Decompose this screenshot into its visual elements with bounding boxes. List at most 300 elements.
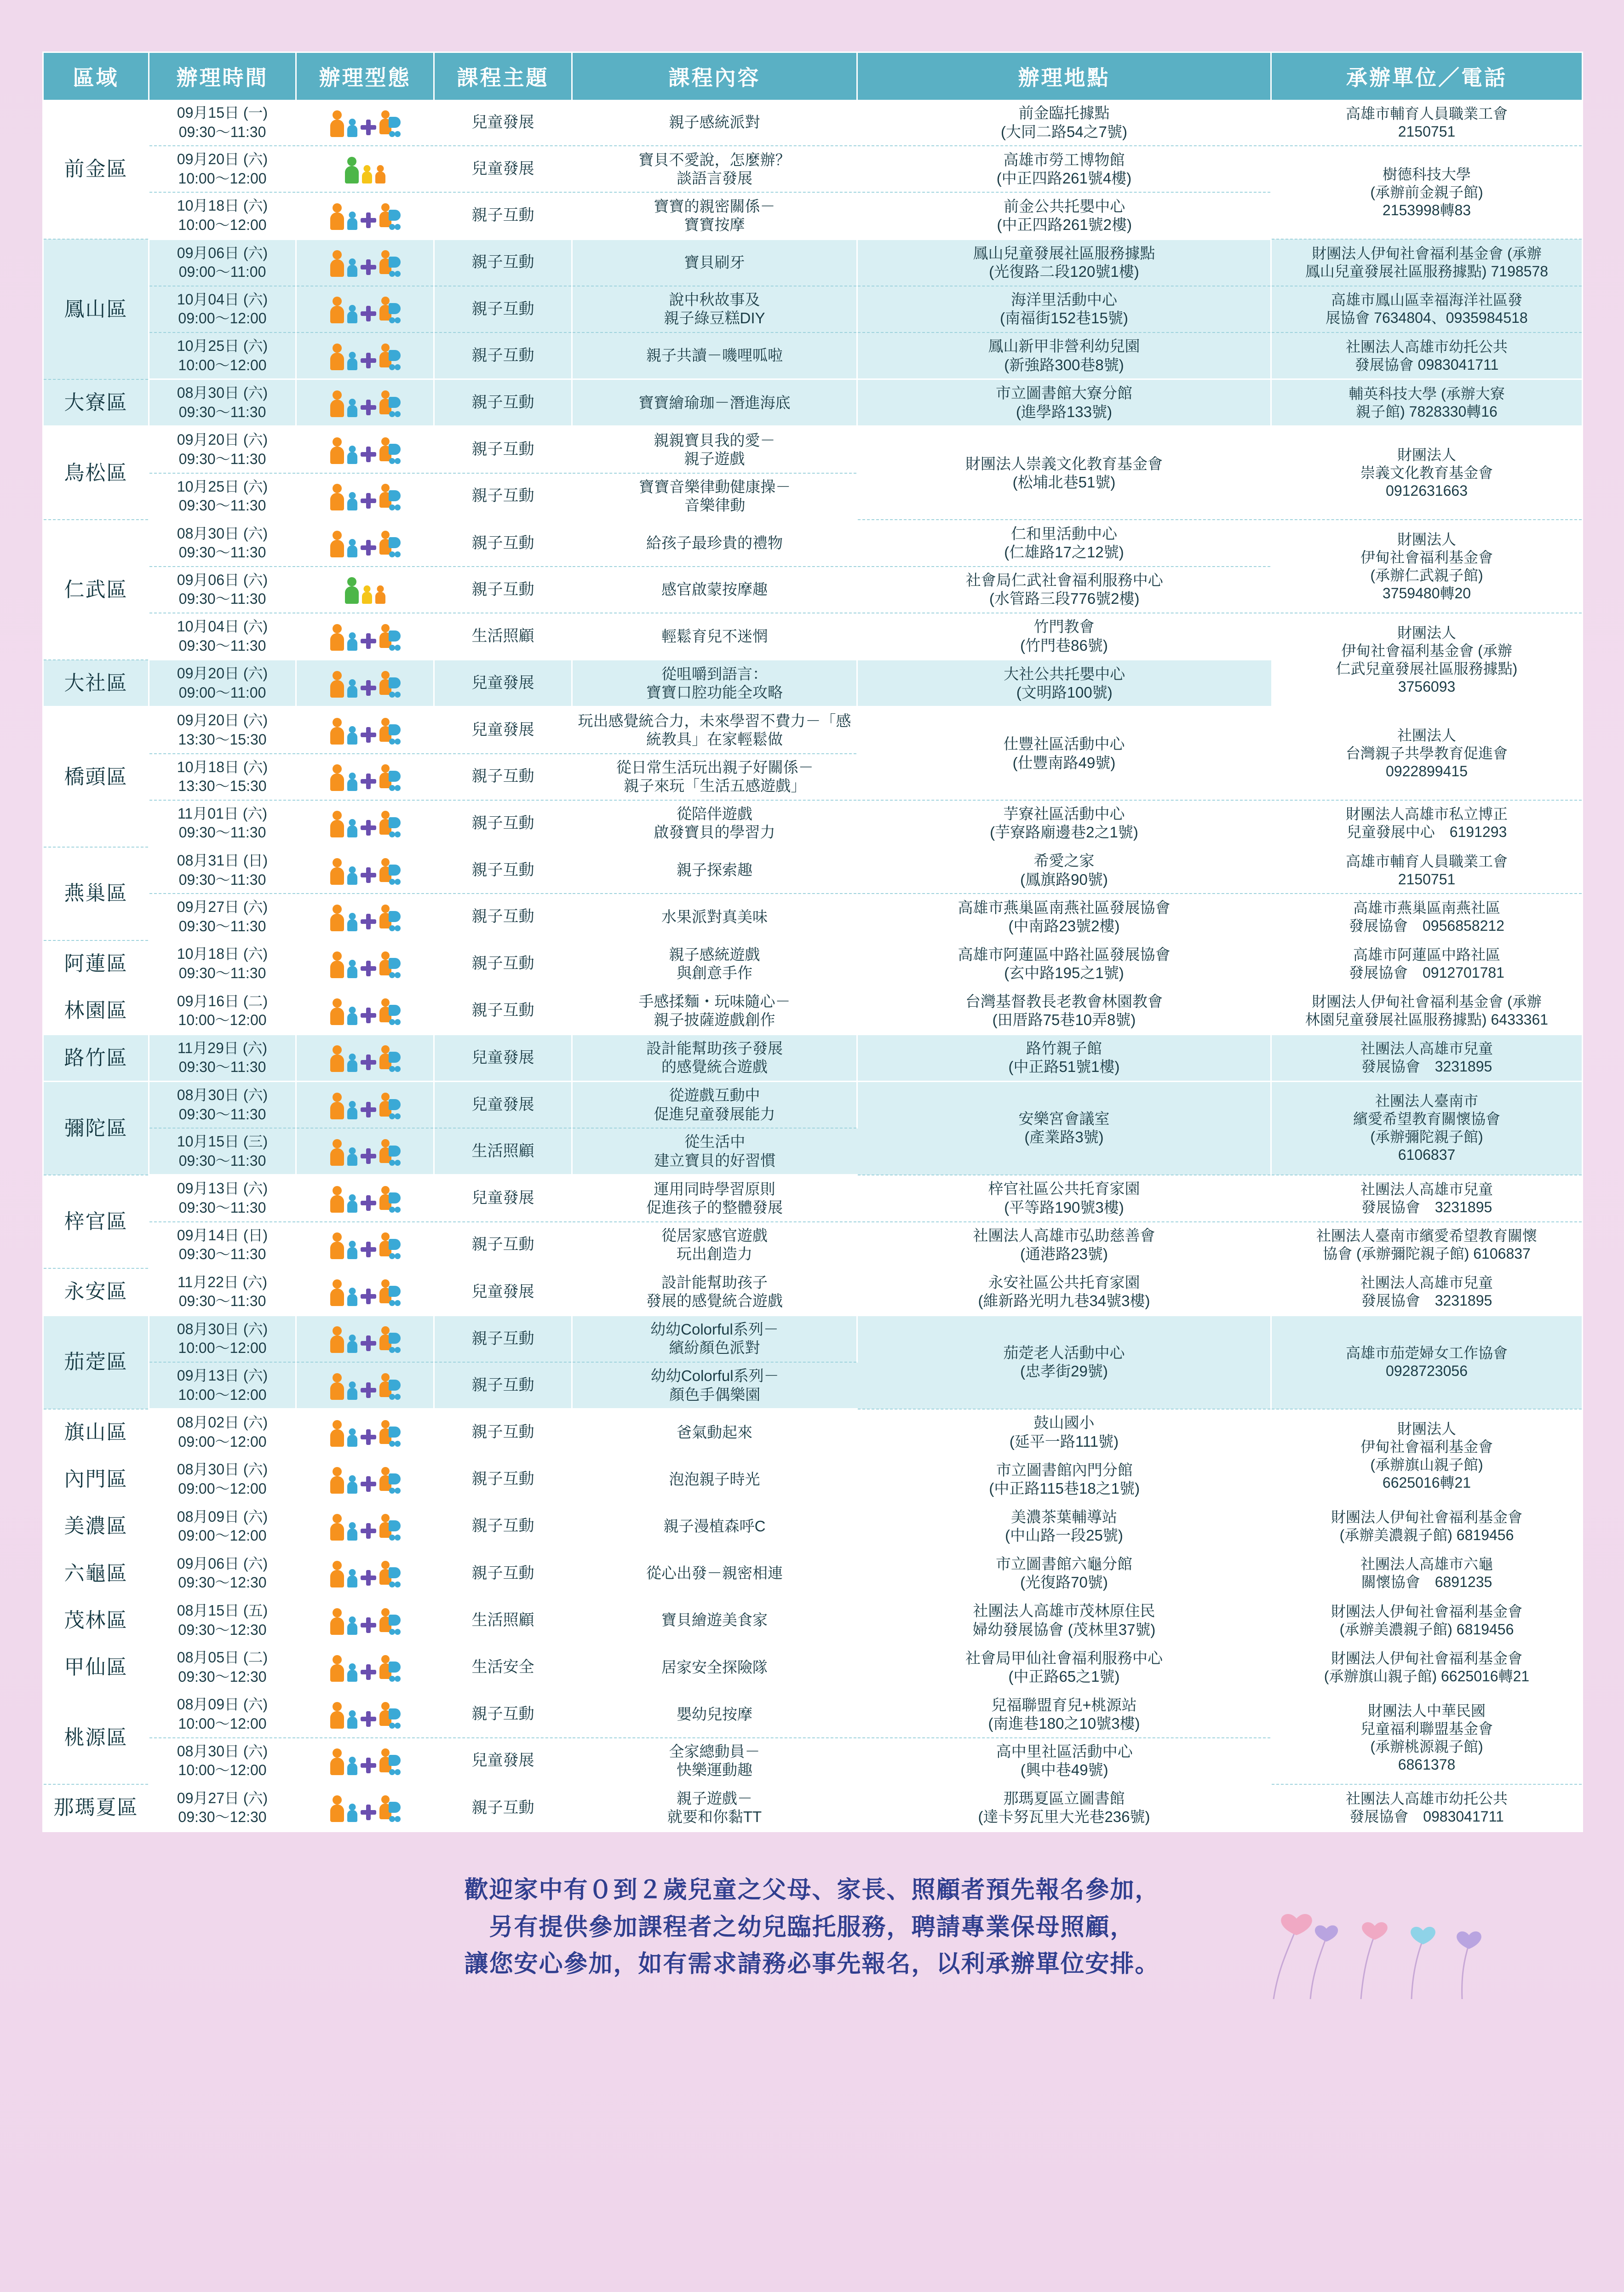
cell-content: 從心出發－親密相連: [572, 1550, 857, 1597]
cell-time: 10月18日 (六) 09:30～11:30: [149, 940, 296, 987]
cell-place: 永安社區公共托育家園 (維新路光明九巷34號3樓): [857, 1268, 1271, 1315]
cell-topic: 親子互動: [434, 520, 572, 567]
medical-cross-icon: [361, 1664, 376, 1680]
cell-content: 寶貝刷牙: [572, 239, 857, 286]
adult-figure-icon: [330, 718, 344, 745]
cell-area: 燕巢區: [43, 847, 149, 940]
cell-time: 09月16日 (二) 10:00～12:00: [149, 987, 296, 1034]
cell-time: 10月15日 (三) 09:30～11:30: [149, 1128, 296, 1175]
cell-topic: 兒童發展: [434, 100, 572, 146]
table-row: [43, 894, 1583, 940]
cell-time: 11月22日 (六) 09:30～11:30: [149, 1268, 296, 1315]
table-row: [43, 332, 1583, 379]
child-figure-icon: [347, 1757, 357, 1775]
cell-time: 10月25日 (六) 09:30～11:30: [149, 473, 296, 520]
stroller-icon: [379, 250, 400, 277]
cell-time: 10月04日 (六) 09:30～11:30: [149, 613, 296, 660]
table-header: [43, 52, 1583, 100]
cell-time: 08月30日 (六) 09:30～11:30: [149, 520, 296, 567]
child-figure-icon: [347, 960, 357, 978]
child-figure-icon: [347, 1522, 357, 1541]
cell-place: 台灣基督教長老教會林園教會 (田厝路75巷10弄8號): [857, 987, 1271, 1034]
cell-content: 從陪伴遊戲 啟發寶貝的學習力: [572, 800, 857, 847]
cell-area: 林園區: [43, 987, 149, 1034]
stroller-icon: [379, 718, 400, 745]
stroller-icon: [379, 905, 400, 931]
stroller-icon: [379, 1467, 400, 1494]
medical-cross-icon: [361, 1289, 376, 1304]
child-figure-icon: [347, 258, 357, 277]
medical-cross-icon: [361, 540, 376, 556]
cell-topic: 親子互動: [434, 1550, 572, 1597]
medical-cross-icon: [361, 1148, 376, 1164]
cell-org: 社團法人 台灣親子共學教育促進會 0922899415: [1271, 707, 1583, 800]
cell-topic: 親子互動: [434, 473, 572, 520]
table-row: [43, 1691, 1583, 1738]
cell-type-icons: [296, 894, 434, 940]
cell-org: 財團法人 崇義文化教育基金會 0912631663: [1271, 426, 1583, 520]
child-figure-icon: [347, 1288, 357, 1306]
cell-content: 寶貝繪遊美食家: [572, 1597, 857, 1644]
cell-type-icons: [296, 1362, 434, 1409]
cell-area: 內門區: [43, 1456, 149, 1503]
stroller-icon: [379, 297, 400, 323]
medical-cross-icon: [361, 1758, 376, 1773]
cell-org: 社團法人高雄市兒童 發展協會 3231895: [1271, 1175, 1583, 1222]
cell-place: 前金臨托據點 (大同二路54之7號): [857, 100, 1271, 146]
stroller-icon: [379, 531, 400, 557]
adult-figure-icon: [330, 1373, 344, 1400]
cell-topic: 親子互動: [434, 1362, 572, 1409]
cell-org: 社團法人臺南市繽愛希望教育關懷 協會 (承辦彌陀親子館) 6106837: [1271, 1222, 1583, 1269]
child-figure-icon: [347, 726, 357, 745]
cell-place: 市立圖書館大寮分館 (進學路133號): [857, 379, 1271, 426]
stroller-icon: [379, 951, 400, 978]
cell-org: 財團法人 伊甸社會福利基金會 (承辦仁武親子館) 3759480轉20: [1271, 520, 1583, 613]
adult-figure-icon: [330, 1093, 344, 1119]
cell-area: 阿蓮區: [43, 940, 149, 987]
table-row: [43, 800, 1583, 847]
stroller-icon: [379, 764, 400, 791]
cell-topic: 親子互動: [434, 239, 572, 286]
cell-content: 運用同時學習原則 促進孩子的整體發展: [572, 1175, 857, 1222]
adult-figure-icon: [330, 1608, 344, 1635]
stroller-icon: [379, 1608, 400, 1635]
cell-org: 財團法人伊甸社會福利基金會 (承辦美濃親子館) 6819456: [1271, 1503, 1583, 1550]
cell-time: 09月14日 (日) 09:30～11:30: [149, 1222, 296, 1269]
stroller-icon: [379, 858, 400, 885]
cell-topic: 親子互動: [434, 1315, 572, 1362]
cell-type-icons: [296, 286, 434, 332]
stroller-icon: [379, 1093, 400, 1119]
cell-type-icons: [296, 940, 434, 987]
cell-area: 橋頭區: [43, 707, 149, 847]
cell-content: 親親寶貝我的愛－ 親子遊戲: [572, 426, 857, 473]
column-header-5: 辦理地點: [857, 52, 1271, 100]
table-row: [43, 239, 1583, 286]
cell-type-icons: [296, 754, 434, 800]
cell-org: 財團法人 伊甸社會福利基金會 (承辦旗山親子館) 6625016轉21: [1271, 1409, 1583, 1503]
cell-type-icons: [296, 1550, 434, 1597]
child-figure-orange-icon: [375, 585, 385, 604]
adult-figure-icon: [330, 1420, 344, 1447]
cell-org: 高雄市茄萣婦女工作協會 0928723056: [1271, 1315, 1583, 1409]
cell-place: 竹門教會 (竹門巷86號): [857, 613, 1271, 660]
column-header-1: 辦理時間: [149, 52, 296, 100]
medical-cross-icon: [361, 1054, 376, 1070]
cell-content: 從居家感官遊戲 玩出創造力: [572, 1222, 857, 1269]
table-row: [43, 426, 1583, 473]
stroller-icon: [379, 390, 400, 417]
medical-cross-icon: [361, 493, 376, 509]
child-figure-icon: [347, 119, 357, 137]
adult-figure-icon: [330, 858, 344, 885]
footer-line-1: 歡迎家中有０到２歲兒童之父母、家長、照顧者預先報名參加，: [464, 1876, 1160, 1903]
medical-cross-icon: [361, 1523, 376, 1539]
table-body: [43, 100, 1583, 1831]
cell-area: 大寮區: [43, 379, 149, 426]
cell-type-icons: [296, 1268, 434, 1315]
cell-type-icons: [296, 426, 434, 473]
medical-cross-icon: [361, 1476, 376, 1492]
cell-topic: 親子互動: [434, 1503, 572, 1550]
adult-figure-icon: [330, 1467, 344, 1494]
parent-figure-green-icon: [345, 157, 359, 183]
cell-content: 水果派對真美味: [572, 894, 857, 940]
table-row: [43, 1222, 1583, 1269]
cell-content: 感官啟蒙按摩趣: [572, 567, 857, 613]
cell-place: 高雄市阿蓮區中路社區發展協會 (玄中路195之1號): [857, 940, 1271, 987]
cell-type-icons: [296, 192, 434, 239]
medical-cross-icon: [361, 1429, 376, 1445]
cell-content: 親子探索趣: [572, 847, 857, 894]
medical-cross-icon: [361, 212, 376, 228]
stroller-icon: [379, 1702, 400, 1729]
adult-figure-icon: [330, 297, 344, 323]
cell-content: 設計能幫助孩子發展 的感覺統合遊戲: [572, 1034, 857, 1081]
medical-cross-icon: [361, 680, 376, 696]
medical-cross-icon: [361, 820, 376, 836]
cell-content: 寶寶的親密關係－ 寶寶按摩: [572, 192, 857, 239]
cell-topic: 兒童發展: [434, 1175, 572, 1222]
child-figure-icon: [347, 1101, 357, 1119]
child-figure-icon: [347, 1335, 357, 1353]
cell-content: 玩出感覺統合力，未來學習不費力－「感統教具」在家輕鬆做: [572, 707, 857, 754]
column-header-0: 區域: [43, 52, 149, 100]
cell-type-icons: [296, 473, 434, 520]
medical-cross-icon: [361, 1102, 376, 1117]
cell-type-icons: [296, 1644, 434, 1691]
cell-org: 高雄市輔育人員職業工會 2150751: [1271, 847, 1583, 894]
cell-area: 彌陀區: [43, 1081, 149, 1175]
cell-topic: 兒童發展: [434, 1081, 572, 1128]
adult-figure-icon: [330, 671, 344, 698]
child-figure-icon: [347, 212, 357, 230]
cell-time: 08月31日 (日) 09:30～11:30: [149, 847, 296, 894]
stroller-icon: [379, 671, 400, 698]
cell-topic: 親子互動: [434, 332, 572, 379]
cell-area: 那瑪夏區: [43, 1784, 149, 1831]
cell-org: 財團法人中華民國 兒童福利聯盟基金會 (承辦桃源親子館) 6861378: [1271, 1691, 1583, 1784]
child-figure-orange-icon: [375, 165, 385, 183]
cell-area: 茂林區: [43, 1597, 149, 1644]
column-header-4: 課程內容: [572, 52, 857, 100]
table-row: [43, 1315, 1583, 1362]
footer-line-2: 另有提供參加課程者之幼兒臨托服務，聘請專業保母照顧，: [489, 1914, 1135, 1941]
footer-note: [42, 1853, 1582, 2020]
stroller-icon: [379, 344, 400, 370]
child-figure-icon: [347, 1147, 357, 1166]
cell-type-icons: [296, 520, 434, 567]
cell-topic: 親子互動: [434, 567, 572, 613]
cell-type-icons: [296, 847, 434, 894]
cell-org: 社團法人高雄市幼托公共 發展協會 0983041711: [1271, 1784, 1583, 1831]
cell-type-icons: [296, 1784, 434, 1831]
cell-topic: 親子互動: [434, 192, 572, 239]
child-figure-icon: [347, 1381, 357, 1400]
cell-org: 樹德科技大學 (承辦前金親子館) 2153998轉83: [1271, 146, 1583, 239]
cell-org: 社團法人高雄市兒童 發展協會 3231895: [1271, 1268, 1583, 1315]
table-row: [43, 613, 1583, 660]
child-figure-icon: [347, 1475, 357, 1494]
cell-content: 親子漫植森呼C: [572, 1503, 857, 1550]
table-row: [43, 1409, 1583, 1456]
cell-type-icons: [296, 1503, 434, 1550]
cell-org: 社團法人高雄市幼托公共 發展協會 0983041711: [1271, 332, 1583, 379]
child-figure-icon: [347, 773, 357, 791]
medical-cross-icon: [361, 1617, 376, 1633]
cell-content: 寶寶音樂律動健康操－ 音樂律動: [572, 473, 857, 520]
cell-type-icons: [296, 1034, 434, 1081]
cell-time: 08月30日 (六) 09:00～12:00: [149, 1456, 296, 1503]
cell-org: 社團法人高雄市兒童 發展協會 3231895: [1271, 1034, 1583, 1081]
cell-place: 高雄市勞工博物館 (中正四路261號4樓): [857, 146, 1271, 192]
adult-figure-icon: [330, 1655, 344, 1682]
cell-time: 10月18日 (六) 13:30～15:30: [149, 754, 296, 800]
adult-figure-icon: [330, 437, 344, 464]
cell-topic: 親子互動: [434, 1784, 572, 1831]
cell-type-icons: [296, 1738, 434, 1785]
cell-org: 財團法人 伊甸社會福利基金會 (承辦 仁武兒童發展社區服務據點) 3756093: [1271, 613, 1583, 707]
table-row: [43, 1175, 1583, 1222]
cell-type-icons: [296, 987, 434, 1034]
child-figure-icon: [347, 679, 357, 698]
cell-time: 09月06日 (六) 09:30～11:30: [149, 567, 296, 613]
adult-figure-icon: [330, 998, 344, 1025]
stroller-icon: [379, 998, 400, 1025]
medical-cross-icon: [361, 120, 376, 135]
adult-figure-icon: [330, 951, 344, 978]
cell-org: 高雄市鳳山區幸福海洋社區發 展協會 7634804、0935984518: [1271, 286, 1583, 332]
cell-org: 社團法人高雄市六龜 關懷協會 6891235: [1271, 1550, 1583, 1597]
stroller-icon: [379, 1561, 400, 1587]
cell-content: 幼幼Colorful系列－ 繽紛顏色派對: [572, 1315, 857, 1362]
cell-time: 10月25日 (六) 10:00～12:00: [149, 332, 296, 379]
child-figure-icon: [347, 305, 357, 323]
table-row: [43, 1597, 1583, 1644]
table-row: [43, 1503, 1583, 1550]
cell-content: 幼幼Colorful系列－ 顏色手偶樂園: [572, 1362, 857, 1409]
cell-type-icons: [296, 1315, 434, 1362]
cell-time: 09月13日 (六) 10:00～12:00: [149, 1362, 296, 1409]
cell-topic: 生活安全: [434, 1644, 572, 1691]
cell-area: 六龜區: [43, 1550, 149, 1597]
adult-figure-icon: [330, 1326, 344, 1353]
cell-content: 親子感統派對: [572, 100, 857, 146]
cell-type-icons: [296, 379, 434, 426]
cell-time: 09月13日 (六) 09:30～11:30: [149, 1175, 296, 1222]
cell-place: 仕豐社區活動中心 (仕豐南路49號): [857, 707, 1271, 800]
cell-place: 高雄市燕巢區南燕社區發展協會 (中南路23號2樓): [857, 894, 1271, 940]
cell-type-icons: [296, 567, 434, 613]
cell-content: 從遊戲互動中 促進兒童發展能力: [572, 1081, 857, 1128]
table-row: [43, 1550, 1583, 1597]
cell-content: 說中秋故事及 親子綠豆糕DIY: [572, 286, 857, 332]
table-row: [43, 940, 1583, 987]
cell-time: 08月15日 (五) 09:30～12:30: [149, 1597, 296, 1644]
stroller-icon: [379, 1326, 400, 1353]
cell-place: 財團法人崇義文化教育基金會 (松埔北巷51號): [857, 426, 1271, 520]
cell-time: 10月04日 (六) 09:00～12:00: [149, 286, 296, 332]
adult-figure-icon: [330, 344, 344, 370]
child-figure-icon: [347, 1428, 357, 1447]
adult-figure-icon: [330, 811, 344, 837]
medical-cross-icon: [361, 727, 376, 743]
adult-figure-icon: [330, 905, 344, 931]
child-figure-icon: [347, 1241, 357, 1259]
cell-content: 手感揉麵・玩味隨心－ 親子披薩遊戲創作: [572, 987, 857, 1034]
cell-topic: 親子互動: [434, 754, 572, 800]
cell-area: 梓官區: [43, 1175, 149, 1268]
column-header-6: 承辦單位／電話: [1271, 52, 1583, 100]
cell-place: 海洋里活動中心 (南福街152巷15號): [857, 286, 1271, 332]
cell-org: 財團法人伊甸社會福利基金會 (承辦 鳳山兒童發展社區服務據點) 7198578: [1271, 239, 1583, 286]
table-row: [43, 707, 1583, 754]
child-figure-icon: [347, 492, 357, 510]
table-row: [43, 520, 1583, 567]
cell-place: 社團法人高雄市茂林原住民 婦幼發展協會 (茂林里37號): [857, 1597, 1271, 1644]
cell-content: 從咀嚼到語言： 寶寶口腔功能全攻略: [572, 660, 857, 707]
child-figure-icon: [347, 399, 357, 417]
cell-place: 路竹親子館 (中正路51號1樓): [857, 1034, 1271, 1081]
cell-place: 社團法人高雄市弘助慈善會 (通港路23號): [857, 1222, 1271, 1269]
cell-place: 那瑪夏區立圖書館 (達卡努瓦里大光巷236號): [857, 1784, 1271, 1831]
cell-time: 08月09日 (六) 10:00～12:00: [149, 1691, 296, 1738]
cell-topic: 兒童發展: [434, 660, 572, 707]
cell-content: 親子遊戲－ 就要和你黏TT: [572, 1784, 857, 1831]
stroller-icon: [379, 437, 400, 464]
cell-org: 社團法人臺南市 繽愛希望教育關懷協會 (承辦彌陀親子館) 6106837: [1271, 1081, 1583, 1175]
cell-topic: 生活照顧: [434, 1128, 572, 1175]
adult-figure-icon: [330, 1795, 344, 1822]
cell-topic: 親子互動: [434, 987, 572, 1034]
table-row: [43, 1644, 1583, 1691]
cell-place: 市立圖書館六龜分館 (光復路70號): [857, 1550, 1271, 1597]
cell-time: 11月01日 (六) 09:30～11:30: [149, 800, 296, 847]
cell-topic: 親子互動: [434, 847, 572, 894]
cell-org: 高雄市輔育人員職業工會 2150751: [1271, 100, 1583, 146]
cell-topic: 親子互動: [434, 286, 572, 332]
medical-cross-icon: [361, 1805, 376, 1820]
child-figure-icon: [347, 1663, 357, 1682]
adult-figure-icon: [330, 764, 344, 791]
cell-place: 前金公共托嬰中心 (中正四路261號2樓): [857, 192, 1271, 239]
cell-org: 財團法人伊甸社會福利基金會 (承辦 林園兒童發展社區服務據點) 6433361: [1271, 987, 1583, 1034]
cell-place: 茄萣老人活動中心 (忠孝街29號): [857, 1315, 1271, 1409]
cell-topic: 親子互動: [434, 426, 572, 473]
child-figure-icon: [347, 446, 357, 464]
cell-content: 給孩子最珍貴的禮物: [572, 520, 857, 567]
stroller-icon: [379, 1748, 400, 1775]
medical-cross-icon: [361, 1382, 376, 1398]
cell-time: 10月18日 (六) 10:00～12:00: [149, 192, 296, 239]
cell-area: 鳳山區: [43, 239, 149, 379]
cell-org: 高雄市燕巢區南燕社區 發展協會 0956858212: [1271, 894, 1583, 940]
cell-topic: 親子互動: [434, 379, 572, 426]
cell-time: 08月30日 (六) 09:30～11:30: [149, 379, 296, 426]
cell-time: 09月27日 (六) 09:30～12:30: [149, 1784, 296, 1831]
adult-figure-icon: [330, 1748, 344, 1775]
cell-org: 輔英科技大學 (承辦大寮 親子館) 7828330轉16: [1271, 379, 1583, 426]
table-row: [43, 1081, 1583, 1128]
child-figure-icon: [347, 1710, 357, 1729]
medical-cross-icon: [361, 633, 376, 649]
cell-org: 財團法人伊甸社會福利基金會 (承辦旗山親子館) 6625016轉21: [1271, 1644, 1583, 1691]
adult-figure-icon: [330, 110, 344, 137]
child-figure-icon: [347, 1616, 357, 1635]
stroller-icon: [379, 110, 400, 137]
cell-topic: 親子互動: [434, 940, 572, 987]
medical-cross-icon: [361, 1242, 376, 1257]
cell-topic: 兒童發展: [434, 146, 572, 192]
stroller-icon: [379, 1139, 400, 1166]
stroller-icon: [379, 1186, 400, 1213]
cell-type-icons: [296, 146, 434, 192]
cell-content: 親子感統遊戲 與創意手作: [572, 940, 857, 987]
child-figure-icon: [347, 1007, 357, 1025]
cell-place: 安樂宮會議室 (產業路3號): [857, 1081, 1271, 1175]
cell-type-icons: [296, 1409, 434, 1456]
cell-time: 09月20日 (六) 09:00～11:00: [149, 660, 296, 707]
cell-time: 08月02日 (六) 09:00～12:00: [149, 1409, 296, 1456]
table-row: [43, 1034, 1583, 1081]
cell-time: 09月06日 (六) 09:30～12:30: [149, 1550, 296, 1597]
adult-figure-icon: [330, 484, 344, 510]
stroller-icon: [379, 811, 400, 837]
cell-time: 09月06日 (六) 09:00～11:00: [149, 239, 296, 286]
medical-cross-icon: [361, 447, 376, 462]
cell-topic: 兒童發展: [434, 1268, 572, 1315]
stroller-icon: [379, 1045, 400, 1072]
cell-area: 路竹區: [43, 1034, 149, 1081]
medical-cross-icon: [361, 914, 376, 929]
column-header-3: 課程主題: [434, 52, 572, 100]
cell-time: 08月05日 (二) 09:30～12:30: [149, 1644, 296, 1691]
cell-time: 09月27日 (六) 09:30～11:30: [149, 894, 296, 940]
cell-area: 大社區: [43, 660, 149, 707]
child-figure-icon: [347, 1804, 357, 1822]
table-row: [43, 379, 1583, 426]
cell-type-icons: [296, 707, 434, 754]
child-figure-icon: [347, 866, 357, 885]
cell-topic: 兒童發展: [434, 707, 572, 754]
stroller-icon: [379, 1373, 400, 1400]
cell-time: 11月29日 (六) 09:30～11:30: [149, 1034, 296, 1081]
medical-cross-icon: [361, 774, 376, 789]
cell-area: 茄萣區: [43, 1315, 149, 1409]
cell-topic: 兒童發展: [434, 1738, 572, 1785]
cell-area: 旗山區: [43, 1409, 149, 1456]
